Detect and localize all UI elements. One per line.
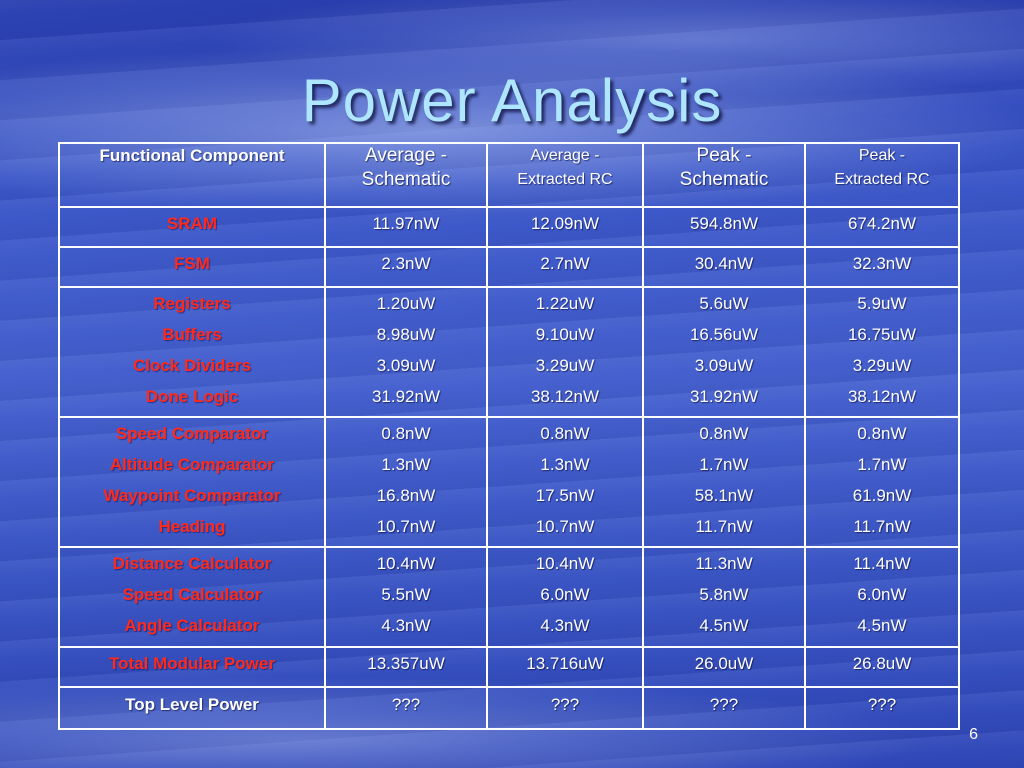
power-value: 16.8nW	[376, 486, 436, 505]
power-value: 58.1nW	[694, 486, 754, 505]
power-value: 2.3nW	[381, 254, 431, 273]
power-value: 30.4nW	[694, 254, 754, 273]
table-row	[59, 417, 959, 547]
component-label: Altitude Comparator	[109, 455, 275, 474]
average-extracted-cell	[487, 647, 643, 687]
power-value: 6.0nW	[857, 585, 907, 604]
peak-schematic-cell	[643, 417, 805, 547]
power-value: ???	[550, 695, 580, 714]
power-value: 17.5nW	[535, 486, 595, 505]
power-value: 10.7nW	[376, 517, 436, 536]
table-row	[59, 247, 959, 287]
average-extracted-cell	[487, 207, 643, 247]
power-value: ???	[867, 695, 897, 714]
header-label: Extracted RC	[834, 171, 930, 188]
power-value: 5.8nW	[699, 585, 749, 604]
average-schematic-cell	[325, 207, 487, 247]
component-cell	[59, 207, 325, 247]
average-extracted-cell	[487, 417, 643, 547]
power-value: 31.92nW	[689, 387, 759, 406]
power-value: 0.8nW	[699, 424, 749, 443]
power-value: 1.20uW	[376, 294, 436, 313]
average-schematic-cell	[325, 247, 487, 287]
header-label: Schematic	[679, 169, 769, 190]
power-value: 2.7nW	[540, 254, 590, 273]
average-extracted-cell	[487, 287, 643, 417]
power-value: 5.9uW	[857, 294, 907, 313]
average-extracted-cell	[487, 247, 643, 287]
peak-extracted-cell	[805, 287, 959, 417]
power-value: 5.5nW	[381, 585, 431, 604]
power-value: 9.10uW	[535, 325, 595, 344]
power-value: 0.8nW	[540, 424, 590, 443]
component-label: Speed Comparator	[115, 424, 269, 443]
peak-schematic-cell	[643, 647, 805, 687]
header-functional-component	[59, 143, 325, 207]
component-label: Waypoint Comparator	[103, 486, 281, 505]
table-row	[59, 207, 959, 247]
power-value: 26.0uW	[694, 654, 754, 673]
power-value: 13.357uW	[367, 654, 445, 673]
table-body	[59, 207, 959, 729]
power-value: 26.8uW	[852, 654, 912, 673]
power-value: 61.9nW	[852, 486, 912, 505]
power-value: 3.29uW	[535, 356, 595, 375]
peak-schematic-cell	[643, 687, 805, 729]
component-cell	[59, 547, 325, 647]
power-value: 6.0nW	[540, 585, 590, 604]
average-schematic-cell	[325, 417, 487, 547]
power-value: 11.7nW	[853, 517, 911, 536]
peak-extracted-cell	[805, 547, 959, 647]
component-label: Heading	[158, 517, 226, 536]
power-value: 16.75uW	[847, 325, 917, 344]
component-label: Total Modular Power	[109, 654, 275, 673]
component-label: Clock Dividers	[132, 356, 252, 375]
power-value: 12.09nW	[530, 214, 600, 233]
power-value: 10.7nW	[535, 517, 595, 536]
average-schematic-cell	[325, 547, 487, 647]
power-value: 1.7nW	[857, 455, 907, 474]
power-value: 1.3nW	[381, 455, 431, 474]
power-value: 1.22uW	[535, 294, 595, 313]
power-value: 1.7nW	[699, 455, 749, 474]
component-label: Angle Calculator	[124, 616, 260, 635]
component-cell	[59, 247, 325, 287]
component-label: Top Level Power	[125, 695, 259, 714]
header-label: Peak -	[858, 147, 906, 164]
power-value: 11.97nW	[372, 214, 440, 233]
peak-extracted-cell	[805, 647, 959, 687]
header-label: Peak -	[696, 145, 752, 166]
header-peak-schematic	[643, 143, 805, 207]
header-average-extracted-rc	[487, 143, 643, 207]
peak-extracted-cell	[805, 687, 959, 729]
table-row	[59, 687, 959, 729]
power-value: ???	[391, 695, 421, 714]
component-label: Speed Calculator	[122, 585, 262, 604]
header-peak-extracted-rc	[805, 143, 959, 207]
power-value: 4.5nW	[699, 616, 749, 635]
average-schematic-cell	[325, 287, 487, 417]
component-label: Registers	[153, 294, 231, 313]
power-value: 38.12nW	[530, 387, 600, 406]
table-row	[59, 287, 959, 417]
average-extracted-cell	[487, 687, 643, 729]
power-value: 32.3nW	[852, 254, 912, 273]
peak-schematic-cell	[643, 247, 805, 287]
power-value: 674.2nW	[847, 214, 917, 233]
component-cell	[59, 287, 325, 417]
power-value: 31.92nW	[371, 387, 441, 406]
component-cell	[59, 647, 325, 687]
power-value: 5.6uW	[699, 294, 749, 313]
component-cell	[59, 417, 325, 547]
component-label: Buffers	[162, 325, 222, 344]
power-value: 4.3nW	[381, 616, 431, 635]
power-value: 3.09uW	[376, 356, 436, 375]
table-row	[59, 647, 959, 687]
average-schematic-cell	[325, 647, 487, 687]
power-value: 1.3nW	[540, 455, 590, 474]
power-value: 16.56uW	[689, 325, 759, 344]
power-analysis-table	[58, 142, 960, 730]
header-label: Extracted RC	[517, 171, 613, 188]
component-cell	[59, 687, 325, 729]
power-value: 11.4nW	[853, 554, 911, 573]
peak-schematic-cell	[643, 287, 805, 417]
header-label: Average -	[530, 147, 600, 164]
peak-schematic-cell	[643, 547, 805, 647]
power-value: 11.7nW	[695, 517, 753, 536]
power-value: 3.29uW	[852, 356, 912, 375]
power-value: 13.716uW	[526, 654, 604, 673]
power-value: 38.12nW	[847, 387, 917, 406]
peak-extracted-cell	[805, 247, 959, 287]
average-schematic-cell	[325, 687, 487, 729]
component-label: FSM	[174, 254, 210, 273]
header-label: Schematic	[361, 169, 451, 190]
power-value: 3.09uW	[694, 356, 754, 375]
header-average-schematic	[325, 143, 487, 207]
header-label: Average -	[364, 145, 448, 166]
peak-schematic-cell	[643, 207, 805, 247]
power-value: 10.4nW	[376, 554, 436, 573]
peak-extracted-cell	[805, 207, 959, 247]
power-value: 0.8nW	[857, 424, 907, 443]
slide-title: Power Analysis	[301, 67, 723, 134]
power-value: ???	[709, 695, 739, 714]
power-value: 8.98uW	[376, 325, 436, 344]
power-value: 10.4nW	[535, 554, 595, 573]
header-row	[59, 143, 959, 207]
peak-extracted-cell	[805, 417, 959, 547]
component-label: Done Logic	[145, 387, 239, 406]
component-label: Distance Calculator	[112, 554, 272, 573]
power-value: 0.8nW	[381, 424, 431, 443]
power-value: 4.3nW	[540, 616, 590, 635]
table-row	[59, 547, 959, 647]
power-value: 11.3nW	[695, 554, 753, 573]
power-value: 594.8nW	[689, 214, 759, 233]
component-label: SRAM	[166, 214, 218, 233]
header-label: Functional Component	[99, 146, 285, 165]
slide-number: 6	[969, 726, 978, 743]
average-extracted-cell	[487, 547, 643, 647]
power-value: 4.5nW	[857, 616, 907, 635]
